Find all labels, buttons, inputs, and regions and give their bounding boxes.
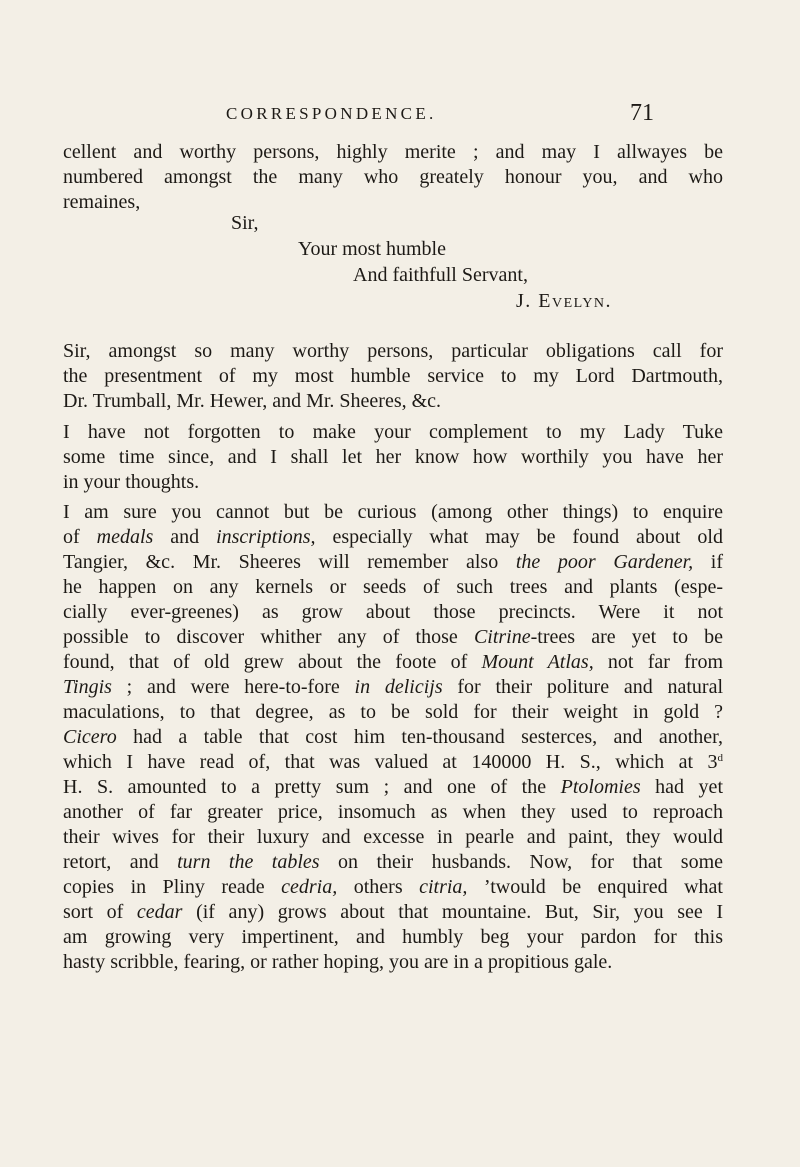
text-segment: (if any) grows about that mountaine. But, Sir, you see I (182, 901, 724, 923)
italic-text: medals (96, 526, 154, 548)
closing-salutation: Sir, (231, 212, 259, 234)
italic-text: citria, (419, 876, 468, 898)
italic-text: Ptolomies (560, 776, 641, 798)
italic-text: turn the tables (177, 851, 320, 873)
text-line: I have not forgotten to make your complement to my Lady Tuke (63, 421, 723, 443)
italic-text: inscriptions, (216, 526, 316, 548)
text-segment: H. S. amounted to a pretty sum ; and one of the (63, 776, 561, 798)
text-line: numbered amongst the many who greately honour you, and who (63, 166, 723, 188)
italic-text: Tingis (63, 676, 112, 698)
text-line (63, 850, 723, 875)
text-segment: for their politure and natural (442, 676, 723, 698)
postscript-paragraph (63, 500, 723, 975)
postscript-paragraph (63, 420, 723, 495)
text-segment: if (693, 551, 724, 573)
text-line: the presentment of my most humble service to my Lord Dartmouth, (63, 365, 723, 387)
text-line: their wives for their luxury and excesse in pearle and paint, they would (63, 826, 723, 848)
text-line (63, 750, 723, 775)
italic-text: cedria, (281, 876, 338, 898)
text-line: maculations, to that degree, as to be sold for their weight in gold ? (63, 701, 723, 723)
italic-text: Mount Atlas, (481, 651, 594, 673)
italic-text: Cicero (63, 726, 117, 748)
text-line: Dr. Trumball, Mr. Hewer, and Mr. Sheeres, &c. (63, 390, 442, 412)
italic-text: Citrine (473, 626, 531, 648)
text-segment: had yet (640, 776, 723, 798)
text-segment: -trees are yet to be (530, 626, 723, 648)
text-segment: retort, and (63, 851, 178, 873)
text-line (63, 725, 723, 750)
text-line (63, 775, 723, 800)
text-segment: sort of (63, 901, 137, 923)
text-segment: which I have read of, that was valued at 140000 H. S., which at 3 (63, 751, 718, 773)
text-line: he happen on any kernels or seeds of such trees and plants (espe- (63, 576, 723, 598)
text-line (63, 625, 723, 650)
postscript-paragraph (63, 339, 723, 414)
text-segment: not far from (593, 651, 724, 673)
text-segment: possible to discover whither any of those (63, 626, 474, 648)
text-line: I am sure you cannot but be curious (among other things) to enquire (63, 501, 723, 523)
page-number: 71 (630, 100, 654, 126)
text-line: remaines, (63, 191, 141, 213)
text-segment: copies in Pliny reade (63, 876, 282, 898)
postscript (63, 339, 723, 975)
text-segment: ; and were here-to-fore (111, 676, 355, 698)
text-segment: and (153, 526, 217, 548)
closing-line: Your most humble (298, 238, 446, 260)
letter-opening (63, 140, 723, 215)
closing-line: And faithfull Servant, (353, 264, 528, 286)
italic-text: cedar (136, 901, 183, 923)
text-line (63, 900, 723, 925)
italic-text: the poor Gardener, (515, 551, 694, 573)
text-line (63, 525, 723, 550)
text-line (63, 875, 723, 900)
text-line (63, 675, 723, 700)
page-header (0, 96, 800, 136)
text-line: another of far greater price, insomuch as when they used to reproach (63, 801, 723, 823)
text-line: cellent and worthy persons, highly merite ; and may I allwayes be (63, 141, 723, 163)
italic-text: in delicijs (354, 676, 443, 698)
text-segment: ’twould be enquired what (467, 876, 723, 898)
text-line: hasty scribble, fearing, or rather hoping, you are in a propitious gale. (63, 951, 613, 973)
text-line (63, 550, 723, 575)
text-segment: Tangier, &c. Mr. Sheeres will remember also (63, 551, 516, 573)
text-line: cially ever-greenes) as grow about those precincts. Were it not (63, 601, 723, 623)
text-line: Sir, amongst so many worthy persons, particular obligations call for (63, 340, 723, 362)
text-segment: especially what may be found about old (315, 526, 723, 548)
superscript: d (717, 752, 723, 764)
text-line (63, 650, 723, 675)
running-head: CORRESPONDENCE. (226, 104, 437, 123)
text-line: some time since, and I shall let her know how worthily you have her (63, 446, 723, 468)
text-segment: on their husbands. Now, for that some (319, 851, 723, 873)
text-line: am growing very impertinent, and humbly beg your pardon for this (63, 926, 723, 948)
signature: J. Evelyn. (516, 290, 613, 312)
text-segment: had a table that cost him ten-thousand sesterces, and another, (116, 726, 723, 748)
text-segment: others (337, 876, 420, 898)
text-segment: found, that of old grew about the foote of (63, 651, 482, 673)
text-segment: of (63, 526, 97, 548)
text-line: in your thoughts. (63, 471, 200, 493)
